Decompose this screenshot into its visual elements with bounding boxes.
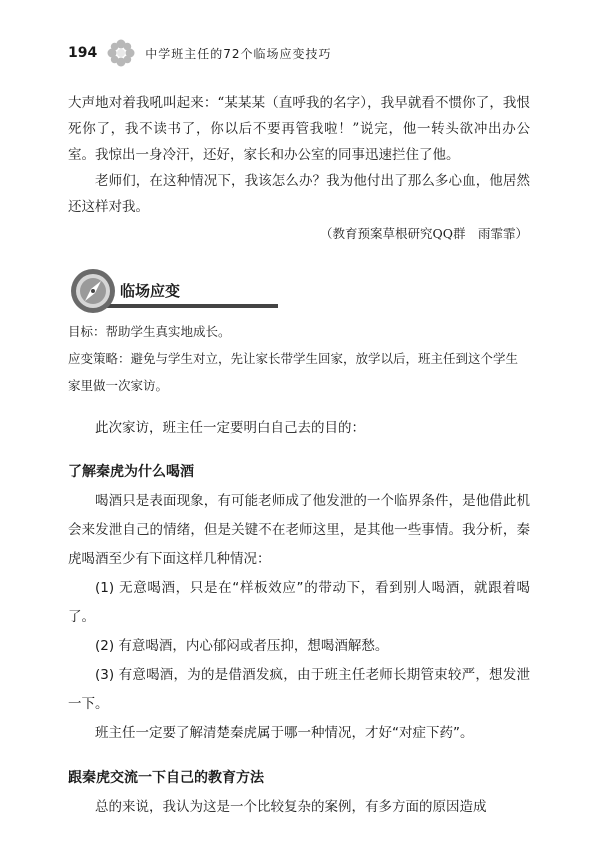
section-heading <box>68 266 530 316</box>
case-item-1: (1) 无意喝酒，只是在“样板效应”的带动下，看到别人喝酒，就跟着喝了。 <box>68 580 530 625</box>
story-paragraph-2: 老师们，在这种情况下，我该怎么办？我为他付出了那么多心血，他居然还这样对我。 <box>68 173 530 215</box>
case-item-3: (3) 有意喝酒，为的是借酒发疯，由于班主任老师长期管束较严，想发泄一下。 <box>68 667 530 712</box>
story-section <box>68 90 530 246</box>
book-title: 中学班主任的72个临场应变技巧 <box>145 46 332 61</box>
conclusion-paragraph: 班主任一定要了解清楚秦虎属于哪一种情况，才好“对症下药”。 <box>95 725 474 741</box>
page-number: 194 <box>68 45 98 61</box>
case-item-2: (2) 有意喝酒，内心郁闷或者压抑，想喝酒解愁。 <box>95 638 389 654</box>
heading-understand: 了解秦虎为什么喝酒 <box>68 464 194 480</box>
section-title: 临场应变 <box>120 282 181 300</box>
page-header <box>68 38 332 68</box>
intro-paragraph: 此次家访，班主任一定要明白自己去的目的： <box>95 420 365 436</box>
main-body <box>68 414 530 822</box>
analysis-paragraph: 喝酒只是表面现象，有可能老师成了他发泄的一个临界条件，是他借此机会来发泄自己的情绪，但是关键不在老师这里，是其他一些事情。我分析，秦虎喝酒至少有下面这样几种情况： <box>68 493 530 567</box>
compass-icon <box>68 266 118 316</box>
heading-underline <box>94 304 278 308</box>
goal-text: 目标：帮助学生真实地成长。 <box>68 324 231 339</box>
strategy-text: 应变策略：避免与学生对立，先让家长带学生回家，放学以后，班主任到这个学生家里做一次家访。 <box>68 351 519 393</box>
heading-communicate: 跟秦虎交流一下自己的教育方法 <box>68 770 264 786</box>
goal-section <box>68 318 530 399</box>
story-paragraph-1: 大声地对着我吼叫起来：“某某某（直呼我的名字），我早就看不惯你了，我恨死你了，我不读书了，你以后不要再管我啦！”说完，他一转头欲冲出办公室。我惊出一身冷汗，还好，家长和办公室的同事迅速拦住了他。 <box>68 95 530 163</box>
story-source: （教育预案草根研究QQ群 雨霏霏） <box>320 226 528 241</box>
closing-paragraph: 总的来说，我认为这是一个比较复杂的案例，有多方面的原因造成 <box>95 799 487 815</box>
flower-icon <box>107 39 135 67</box>
